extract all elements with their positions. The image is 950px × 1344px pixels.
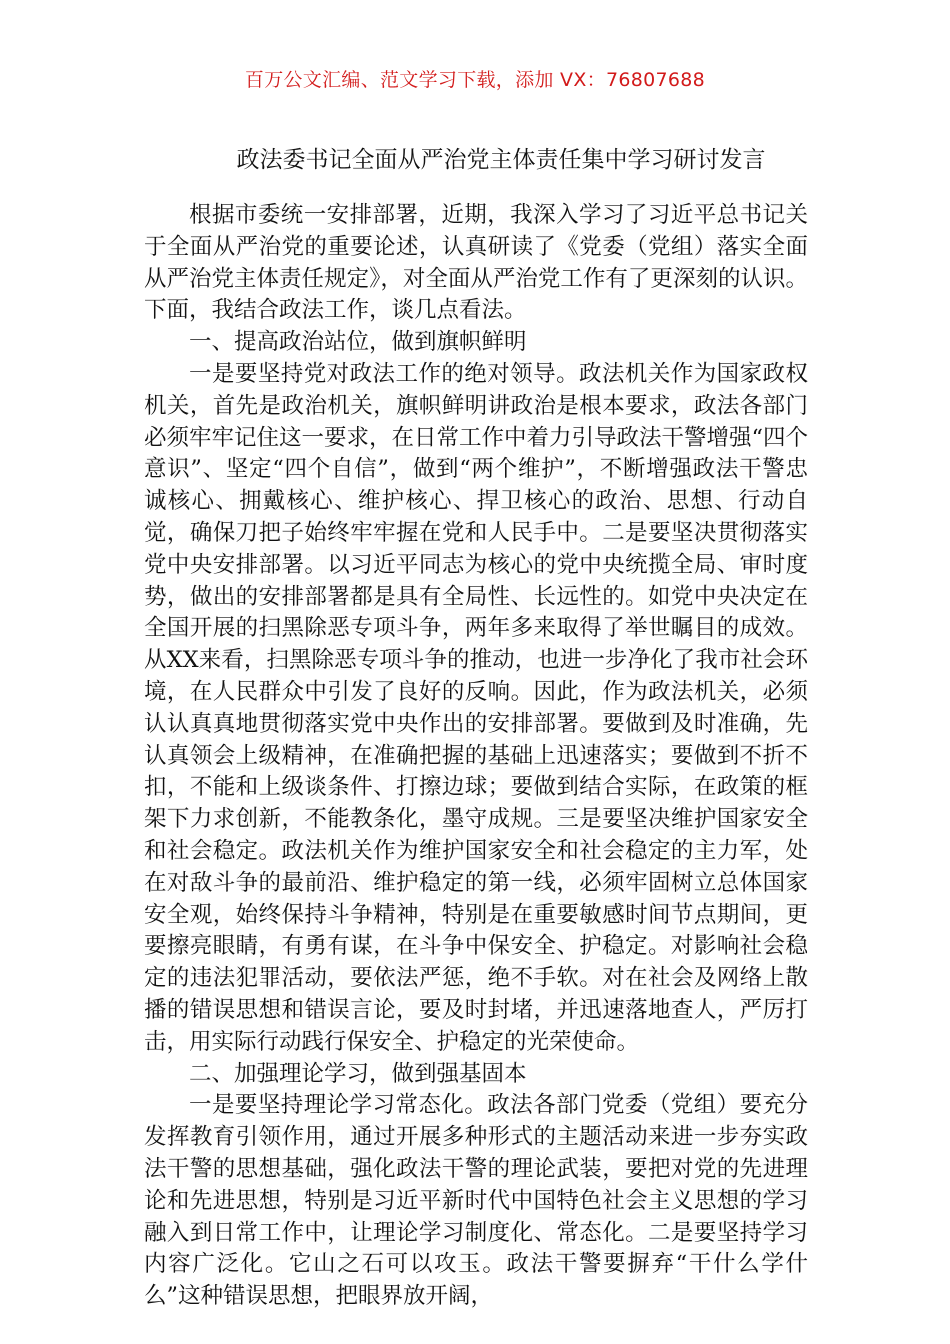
section-heading-2: 二、加强理论学习，做到强基固本: [189, 1060, 527, 1087]
section-1-paragraph: 一是要坚持党对政法工作的绝对领导。政法机关作为国家政权机关，首先是政治机关，旗帜鲜明讲政治是根本要求，政法各部门必须牢牢记住这一要求，在日常工作中着力引导政法干警增强“四个意识”、坚定“四个自信”，做到“两个维护”，不断增强政法干警忠诚核心、拥戴核心、维护核心、捍卫核心的政治、思想、行动自觉，确保刀把子始终牢牢握在党和人民手中。二是要坚决贯彻落实党中央安排部署。以习近平同志为核心的党中央统揽全局、审时度势，做出的安排部署都是具有全局性、长远性的。如党中央决定在全国开展的扫黑除恶专项斗争，两年多来取得了举世瞩目的成效。从XX来看，扫黑除恶专项斗争的推动，也进一步净化了我市社会环境，在人民群众中引发了良好的反响。因此，作为政法机关，必须认认真真地贯彻落实党中央作出的安排部署。要做到及时准确，先认真领会上级精神，在准确把握的基础上迅速落实；要做到不折不扣，不能和上级谈条件、打擦边球；要做到结合实际，在政策的框架下力求创新，不能教条化，墨守成规。三是要坚决维护国家安全和社会稳定。政法机关作为维护国家安全和社会稳定的主力军，处在对敌斗争的最前沿、维护稳定的第一线，必须牢固树立总体国家安全观，始终保持斗争精神，特别是在重要敏感时间节点期间，更要擦亮眼睛，有勇有谋，在斗争中保安全、护稳定。对影响社会稳定的违法犯罪活动，要依法严惩，绝不手软。对在社会及网络上散播的错误思想和错误言论，要及时封堵，并迅速落地查人，严厉打击，用实际行动践行保安全、护稳定的光荣使命。: [144, 360, 809, 1055]
section-heading-1: 一、提高政治站位，做到旗帜鲜明: [189, 329, 527, 356]
document-body: [144, 200, 808, 1313]
document-title: 政法委书记全面从严治党主体责任集中学习研讨发言: [236, 147, 766, 173]
intro-paragraph: 根据市委统一安排部署，近期，我深入学习了习近平总书记关于全面从严治党的重要论述，认真研读了《党委（党组）落实全面从严治党主体责任规定》，对全面从严治党工作有了更深刻的认识。下面，我结合政法工作，谈几点看法。: [144, 202, 808, 324]
section-2-paragraph: 一是要坚持理论学习常态化。政法各部门党委（党组）要充分发挥教育引领作用，通过开展多种形式的主题活动来进一步夯实政法干警的思想基础，强化政法干警的理论武装，要把对党的先进理论和先进思想，特别是习近平新时代中国特色社会主义思想的学习融入到日常工作中，让理论学习制度化、常态化。二是要坚持学习内容广泛化。它山之石可以攻玉。政法干警要摒弃“干什么学什么”这种错误思想，把眼界放开阔，: [144, 1092, 808, 1310]
watermark-header: 百万公文汇编、范文学习下载，添加 VX：76807688: [244, 69, 706, 91]
